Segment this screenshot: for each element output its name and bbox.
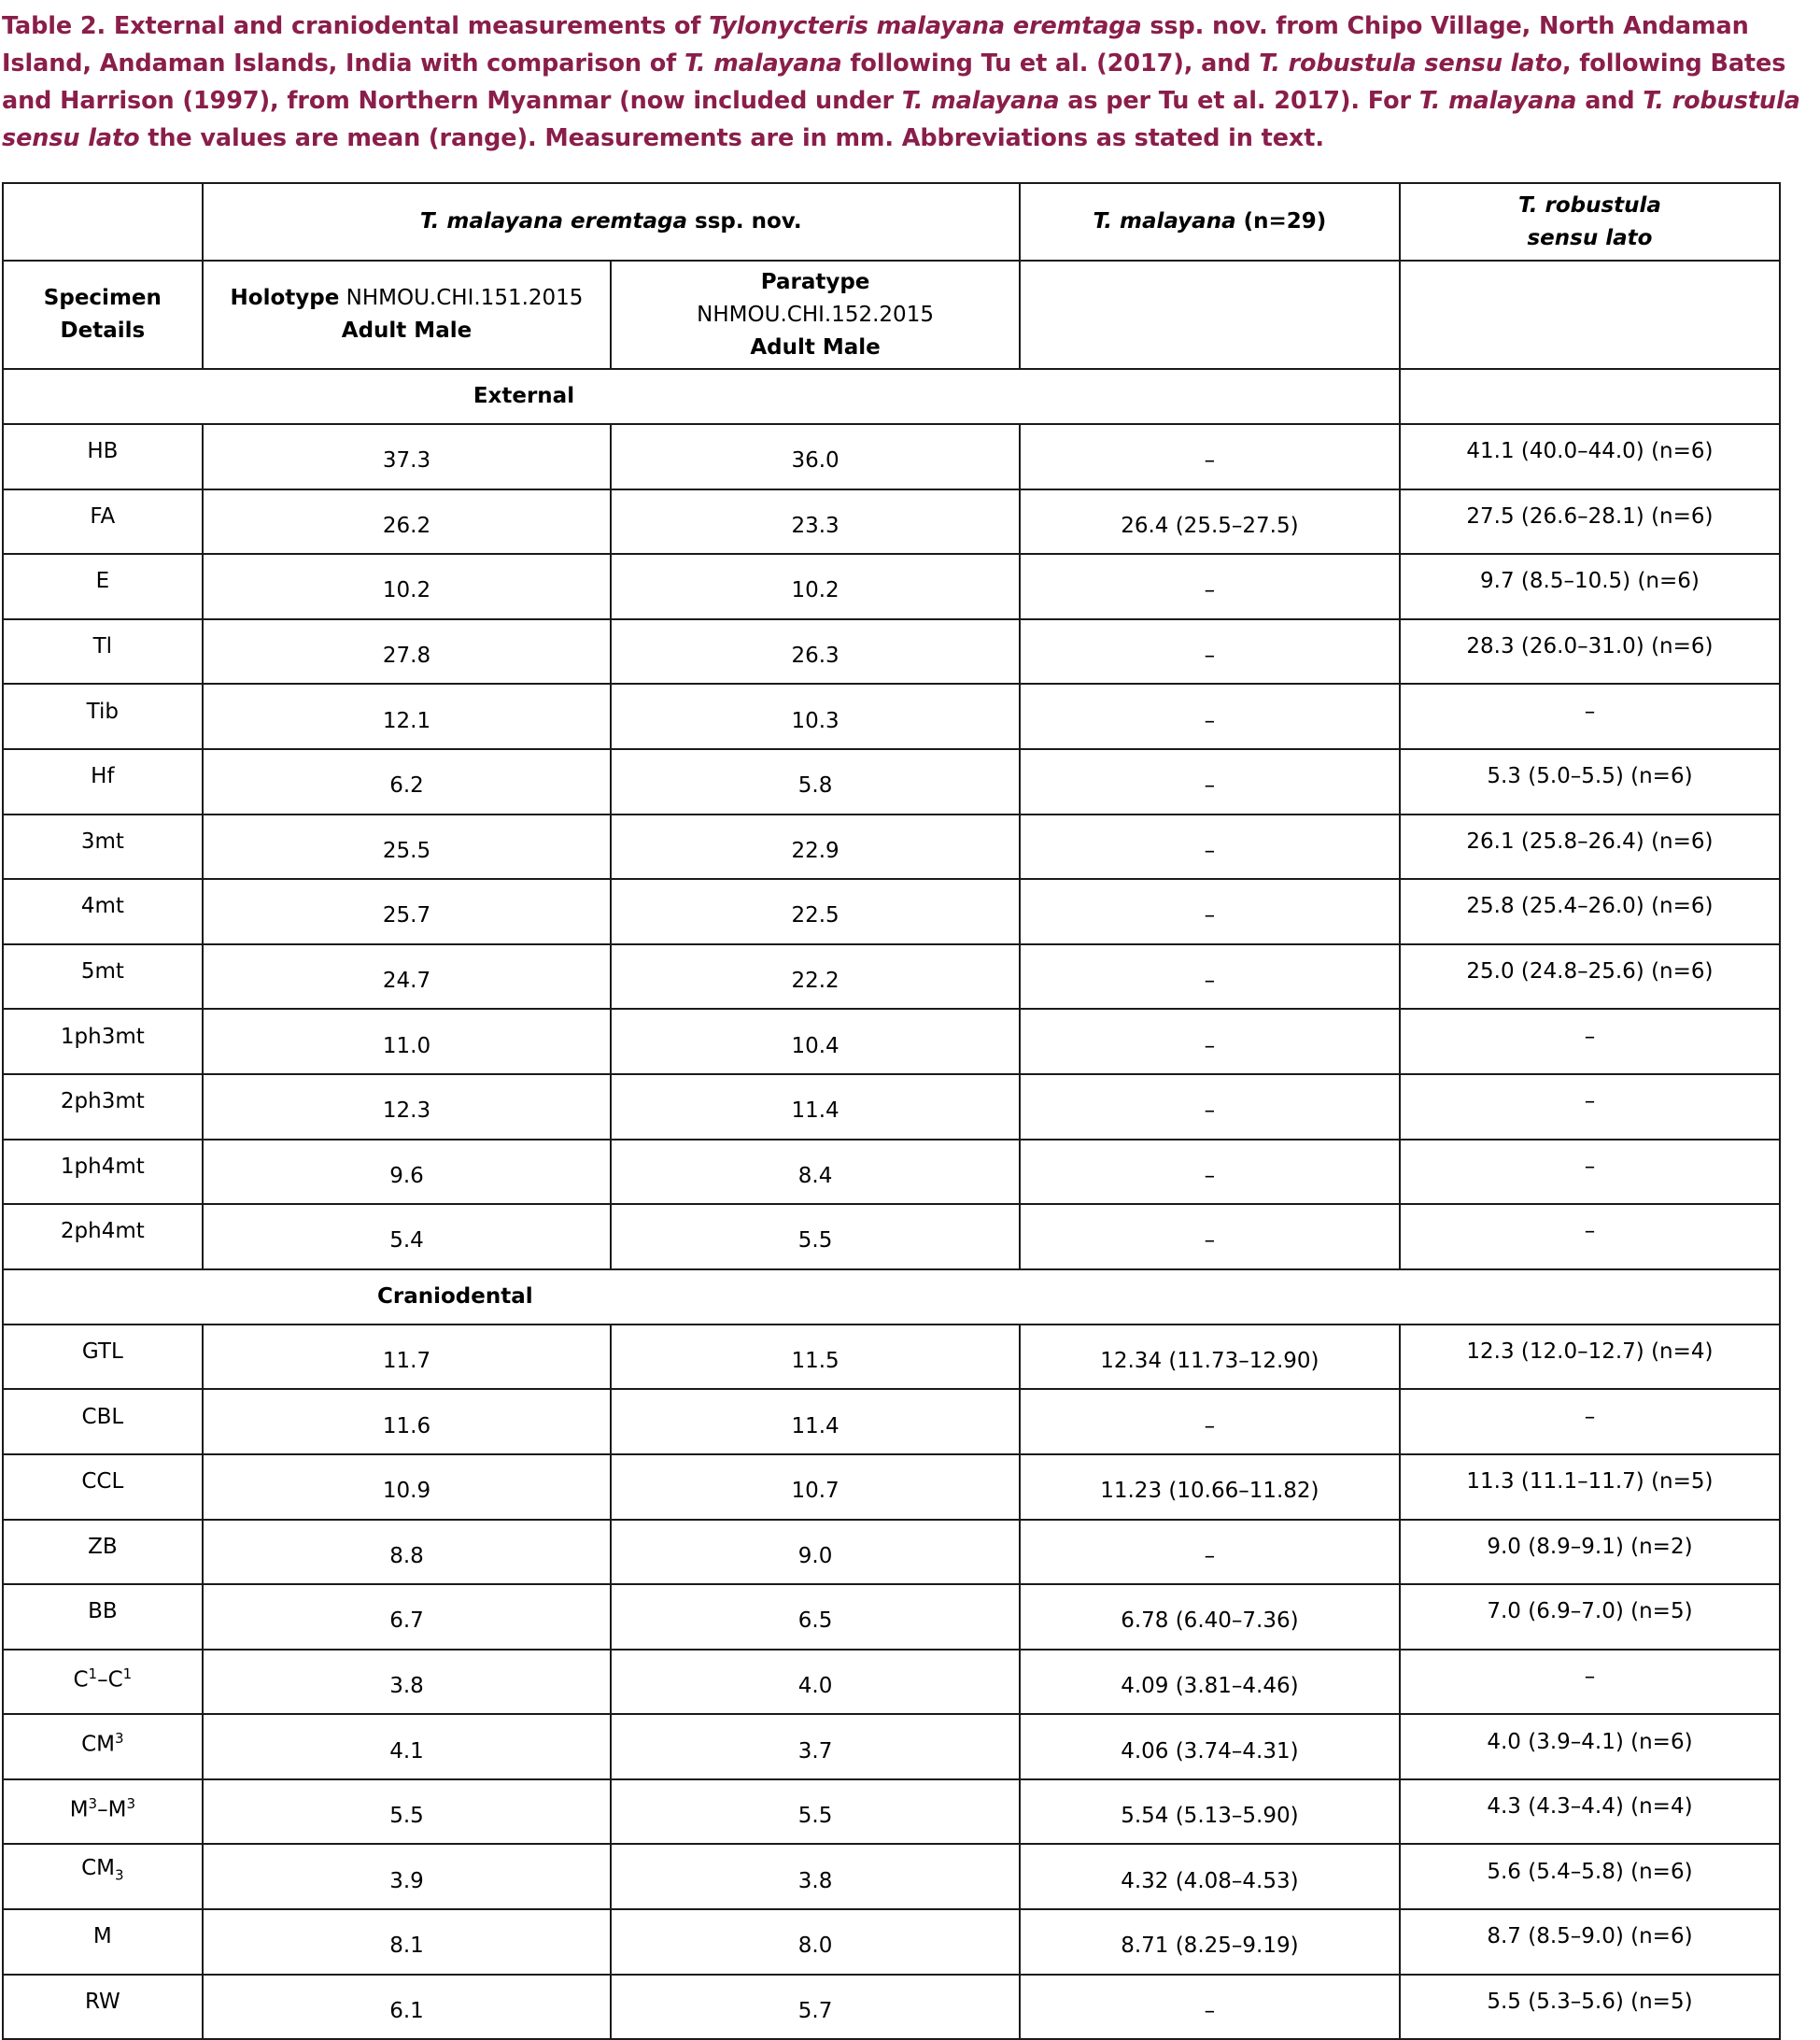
measurement-name: CBL [3, 1389, 203, 1454]
measurement-name: 1ph3mt [3, 1009, 203, 1074]
paratype-value: 4.0 [611, 1650, 1020, 1715]
robustula-value: 25.0 (24.8–25.6) (n=6) [1400, 944, 1780, 1010]
holotype-value: 26.2 [203, 489, 612, 555]
paratype-value: 3.8 [611, 1844, 1020, 1909]
paratype-value: 5.8 [611, 749, 1020, 815]
malayana-value: 8.71 (8.25–9.19) [1020, 1909, 1400, 1975]
holotype-value: 12.3 [203, 1074, 612, 1140]
measurement-name: 2ph3mt [3, 1074, 203, 1140]
table-row [3, 424, 1780, 489]
table-row [3, 1844, 1780, 1909]
table-row [3, 1584, 1780, 1650]
robustula-value: – [1400, 1009, 1780, 1074]
measurement-name: HB [3, 424, 203, 489]
header-empty-cell [3, 183, 203, 261]
paratype-value: 26.3 [611, 619, 1020, 685]
malayana-value: – [1020, 684, 1400, 749]
robustula-value: 7.0 (6.9–7.0) (n=5) [1400, 1584, 1780, 1650]
measurement-name: 4mt [3, 879, 203, 944]
paratype-value: 8.0 [611, 1909, 1020, 1975]
paratype-value: 10.2 [611, 554, 1020, 619]
holotype-value: 25.5 [203, 815, 612, 880]
malayana-value: 26.4 (25.5–27.5) [1020, 489, 1400, 555]
paratype-value: 10.7 [611, 1454, 1020, 1520]
measurement-name: $M^3-M^3$ [3, 1779, 203, 1845]
table-row [3, 1325, 1780, 1390]
holotype-value: 6.2 [203, 749, 612, 815]
robustula-value: 8.7 (8.5–9.0) (n=6) [1400, 1909, 1780, 1975]
robustula-value: – [1400, 1074, 1780, 1140]
section-row-external [3, 369, 1780, 424]
section-empty-external [1400, 369, 1780, 424]
paratype-value: 9.0 [611, 1520, 1020, 1585]
header-malayana: T. malayana (n=29) [1020, 183, 1400, 261]
measurement-name: $C^1-C^1$ [3, 1650, 203, 1715]
robustula-value: 26.1 (25.8–26.4) (n=6) [1400, 815, 1780, 880]
header-paratype: Paratype NHMOU.CHI.152.2015 Adult Male [611, 261, 1020, 369]
holotype-value: 12.1 [203, 684, 612, 749]
measurement-name: Tl [3, 619, 203, 685]
paratype-value: 6.5 [611, 1584, 1020, 1650]
malayana-value: 5.54 (5.13–5.90) [1020, 1779, 1400, 1845]
table-row [3, 1074, 1780, 1140]
paratype-value: 11.5 [611, 1325, 1020, 1390]
header-row-taxa [3, 183, 1780, 261]
malayana-value: 12.34 (11.73–12.90) [1020, 1325, 1400, 1390]
table-row [3, 1204, 1780, 1269]
malayana-value: – [1020, 1009, 1400, 1074]
holotype-value: 3.9 [203, 1844, 612, 1909]
malayana-value: 4.09 (3.81–4.46) [1020, 1650, 1400, 1715]
malayana-value: – [1020, 879, 1400, 944]
table-row [3, 1975, 1780, 2040]
malayana-value: – [1020, 749, 1400, 815]
paratype-value: 22.5 [611, 879, 1020, 944]
robustula-value: 4.0 (3.9–4.1) (n=6) [1400, 1714, 1780, 1779]
robustula-value: 11.3 (11.1–11.7) (n=5) [1400, 1454, 1780, 1520]
holotype-value: 9.6 [203, 1140, 612, 1205]
holotype-value: 24.7 [203, 944, 612, 1010]
robustula-value: 28.3 (26.0–31.0) (n=6) [1400, 619, 1780, 685]
robustula-value: 9.7 (8.5–10.5) (n=6) [1400, 554, 1780, 619]
malayana-value: – [1020, 944, 1400, 1010]
paratype-value: 11.4 [611, 1389, 1020, 1454]
header-new-taxon: T. malayana eremtaga ssp. nov. [203, 183, 1020, 261]
table-row [3, 554, 1780, 619]
robustula-value: 25.8 (25.4–26.0) (n=6) [1400, 879, 1780, 944]
robustula-value: – [1400, 684, 1780, 749]
paratype-value: 10.4 [611, 1009, 1020, 1074]
table-row [3, 1714, 1780, 1779]
table-row [3, 1779, 1780, 1845]
holotype-value: 10.2 [203, 554, 612, 619]
holotype-value: 11.0 [203, 1009, 612, 1074]
header-robustula-empty [1400, 261, 1780, 369]
holotype-value: 5.4 [203, 1204, 612, 1269]
malayana-value: – [1020, 554, 1400, 619]
holotype-value: 4.1 [203, 1714, 612, 1779]
measurement-name: ZB [3, 1520, 203, 1585]
holotype-value: 5.5 [203, 1779, 612, 1845]
robustula-value: 27.5 (26.6–28.1) (n=6) [1400, 489, 1780, 555]
paratype-value: 5.7 [611, 1975, 1020, 2040]
holotype-value: 27.8 [203, 619, 612, 685]
holotype-value: 6.7 [203, 1584, 612, 1650]
holotype-value: 10.9 [203, 1454, 612, 1520]
robustula-value: 9.0 (8.9–9.1) (n=2) [1400, 1520, 1780, 1585]
measurement-name: BB [3, 1584, 203, 1650]
paratype-value: 8.4 [611, 1140, 1020, 1205]
malayana-value: 4.32 (4.08–4.53) [1020, 1844, 1400, 1909]
malayana-value: – [1020, 1204, 1400, 1269]
paratype-value: 3.7 [611, 1714, 1020, 1779]
table-row [3, 749, 1780, 815]
measurement-name: M [3, 1909, 203, 1975]
table-row [3, 1520, 1780, 1585]
header-malayana-empty [1020, 261, 1400, 369]
paratype-value: 10.3 [611, 684, 1020, 749]
section-label-external: External [3, 369, 1400, 424]
header-specimen-details: Specimen Details [3, 261, 203, 369]
header-robustula: T. robustula sensu lato [1400, 183, 1780, 261]
malayana-value: – [1020, 424, 1400, 489]
measurement-name: 5mt [3, 944, 203, 1010]
measurement-name: GTL [3, 1325, 203, 1390]
table-row [3, 1650, 1780, 1715]
table-row [3, 1009, 1780, 1074]
table-caption: Table 2. External and craniodental measurements of Tylonycteris malayana eremtaga ssp. nov. from Chipo Village, North Andaman Island, Andaman Islands, India with comparison of T. malayana following Tu et al. (2017), and T. robustula sensu lato, following Bates and Harrison (1997), from Northern Myanmar (now included under T. malayana as per Tu et al. 2017). For T. malayana and T. robustula sensu lato the values are mean (range). Measurements are in mm. Abbreviations as stated in text. [2, 12, 1800, 152]
malayana-value: 6.78 (6.40–7.36) [1020, 1584, 1400, 1650]
malayana-value: – [1020, 815, 1400, 880]
holotype-value: 25.7 [203, 879, 612, 944]
malayana-value: – [1020, 1520, 1400, 1585]
table-row [3, 944, 1780, 1010]
measurement-name: 1ph4mt [3, 1140, 203, 1205]
paratype-value: 22.2 [611, 944, 1020, 1010]
robustula-value: 4.3 (4.3–4.4) (n=4) [1400, 1779, 1780, 1845]
measurement-name: E [3, 554, 203, 619]
section-row-craniodental [3, 1269, 1780, 1325]
holotype-value: 11.6 [203, 1389, 612, 1454]
robustula-value: – [1400, 1140, 1780, 1205]
robustula-value: – [1400, 1204, 1780, 1269]
robustula-value: 5.5 (5.3–5.6) (n=5) [1400, 1975, 1780, 2040]
paratype-value: 23.3 [611, 489, 1020, 555]
table-row [3, 1454, 1780, 1520]
robustula-value: 5.6 (5.4–5.8) (n=6) [1400, 1844, 1780, 1909]
malayana-value: 4.06 (3.74–4.31) [1020, 1714, 1400, 1779]
holotype-value: 8.1 [203, 1909, 612, 1975]
holotype-value: 3.8 [203, 1650, 612, 1715]
measurement-name: Hf [3, 749, 203, 815]
robustula-value: – [1400, 1650, 1780, 1715]
table-row [3, 489, 1780, 555]
robustula-value: 41.1 (40.0–44.0) (n=6) [1400, 424, 1780, 489]
malayana-value: – [1020, 1975, 1400, 2040]
table-row [3, 619, 1780, 685]
paratype-value: 22.9 [611, 815, 1020, 880]
table-row [3, 1389, 1780, 1454]
measurement-name: CCL [3, 1454, 203, 1520]
paratype-value: 11.4 [611, 1074, 1020, 1140]
paratype-value: 36.0 [611, 424, 1020, 489]
measurement-name: RW [3, 1975, 203, 2040]
table-row [3, 1140, 1780, 1205]
robustula-value: 5.3 (5.0–5.5) (n=6) [1400, 749, 1780, 815]
measurement-name: Tib [3, 684, 203, 749]
table-row [3, 815, 1780, 880]
section-label-craniodental: Craniodental [3, 1269, 1780, 1325]
paratype-value: 5.5 [611, 1204, 1020, 1269]
measurement-name: $CM^3$ [3, 1714, 203, 1779]
measurement-name: $CM_3$ [3, 1844, 203, 1909]
robustula-value: 12.3 (12.0–12.7) (n=4) [1400, 1325, 1780, 1390]
malayana-value: 11.23 (10.66–11.82) [1020, 1454, 1400, 1520]
malayana-value: – [1020, 1140, 1400, 1205]
table-row [3, 684, 1780, 749]
malayana-value: – [1020, 619, 1400, 685]
table-row [3, 1909, 1780, 1975]
measurement-name: 2ph4mt [3, 1204, 203, 1269]
measurement-name: FA [3, 489, 203, 555]
holotype-value: 37.3 [203, 424, 612, 489]
paratype-value: 5.5 [611, 1779, 1020, 1845]
malayana-value: – [1020, 1389, 1400, 1454]
robustula-value: – [1400, 1389, 1780, 1454]
table-row [3, 879, 1780, 944]
holotype-value: 8.8 [203, 1520, 612, 1585]
malayana-value: – [1020, 1074, 1400, 1140]
measurements-table [2, 182, 1781, 2040]
header-row-specimens [3, 261, 1780, 369]
holotype-value: 11.7 [203, 1325, 612, 1390]
header-holotype: Holotype NHMOU.CHI.151.2015 Adult Male [203, 261, 612, 369]
measurement-name: 3mt [3, 815, 203, 880]
holotype-value: 6.1 [203, 1975, 612, 2040]
